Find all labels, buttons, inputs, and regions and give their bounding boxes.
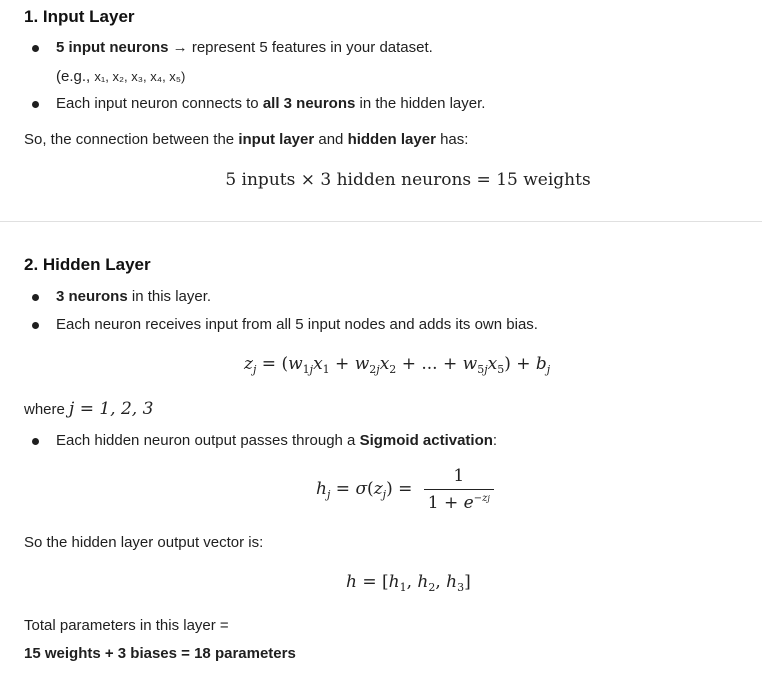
bullet-input-neurons [56, 39, 433, 56]
example-variables: x₁, x₂, x₃, x₄, x₅) [94, 69, 186, 84]
bullet-connections [56, 95, 485, 112]
paragraph-start: So, the connection between the [24, 131, 239, 148]
bullet-dot [32, 322, 39, 329]
bold-input-layer: input layer [238, 131, 315, 148]
bullet-dot [32, 438, 39, 445]
bold-3-neurons: 3 neurons [56, 288, 128, 305]
where-clause [24, 399, 153, 419]
paragraph-mid: and [314, 131, 348, 148]
input-neurons-desc: → represent 5 features in your dataset. [168, 39, 433, 56]
where-label: where [24, 401, 70, 418]
paragraph-end: has: [435, 131, 469, 148]
j-range-math: j = 1, 2, 3 [69, 399, 154, 419]
section-divider [0, 221, 762, 222]
sigmoid-fraction: $\frac{1}{1 + e^{-zj}}$ [424, 466, 494, 513]
hidden-neurons-desc: in this layer. [127, 288, 212, 305]
section-heading-hidden-layer: 2. Hidden Layer [24, 255, 151, 274]
example-prefix: (e.g., [56, 68, 95, 85]
bold-sigmoid-activation: Sigmoid activation [359, 432, 493, 449]
sigmoid-text-start: Each hidden neuron output passes through a [56, 432, 360, 449]
connection-paragraph [24, 131, 468, 148]
bullet-sigmoid [56, 432, 497, 449]
weights-equation: 5 inputs × 3 hidden neurons = 15 weights [225, 170, 591, 190]
bullet-dot [32, 101, 39, 108]
output-vector-equation: $h = [h_1$, $h_2$, $h_3$] [346, 572, 471, 594]
bullet-dot [32, 294, 39, 301]
total-params-value: 15 weights + 3 biases = 18 parameters [24, 645, 296, 662]
sigmoid-equation: $h_j = \sigma(z_j)$ = $\frac{1}{1 + e^{-zj}}$ [316, 466, 494, 513]
connections-text-start: Each input neuron connects to [56, 95, 263, 112]
bullet-dot [32, 45, 39, 52]
connections-text-end: in the hidden layer. [355, 95, 486, 112]
sigmoid-text-end: : [492, 432, 498, 449]
bullet-hidden-neurons [56, 288, 211, 305]
section-heading-input-layer: 1. Input Layer [24, 7, 135, 26]
total-params-label: Total parameters in this layer = [24, 617, 229, 634]
weighted-sum-equation: $z_j = (w_{1j}x_1 + w_{2j}x_2$ + ... + $w_{5j}x_5) + b_j$ [244, 354, 551, 376]
vector-intro: So the hidden layer output vector is: [24, 534, 264, 551]
bold-hidden-layer: hidden layer [347, 131, 436, 148]
bold-input-neurons: 5 input neurons [56, 39, 169, 56]
example-features [56, 68, 185, 85]
bullet-neuron-inputs: Each neuron receives input from all 5 input nodes and adds its own bias. [56, 316, 538, 333]
bold-all-3-neurons: all 3 neurons [262, 95, 356, 112]
